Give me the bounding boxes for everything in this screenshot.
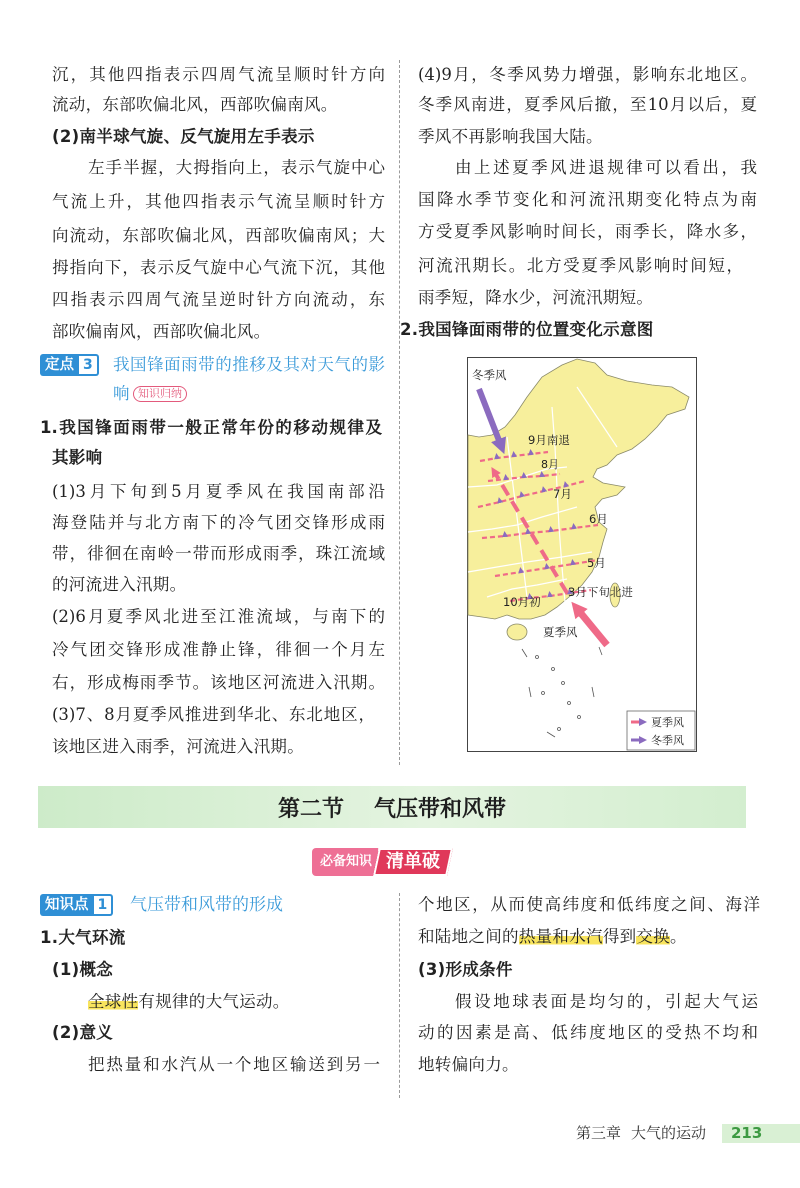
map-legend xyxy=(627,711,695,750)
knowledge-point-number: 1 xyxy=(94,894,114,916)
meaning-line3 xyxy=(418,925,687,949)
paragraph-line: 河流汛期长。北方受夏季风影响时间短， xyxy=(418,256,743,275)
highlight-heat-moisture: 热量和水汽 xyxy=(518,927,603,946)
column-divider-top xyxy=(399,60,400,765)
text-segment: 得到 xyxy=(602,927,637,946)
paragraph-line: 的河流进入汛期。 xyxy=(52,575,187,594)
highlight-global: 全球性 xyxy=(88,992,139,1011)
topic-badge-number: 3 xyxy=(79,354,99,376)
essentials-badge-right-text: 清单破 xyxy=(386,851,441,872)
map-label-late-mar-advance: 3月下旬北进 xyxy=(568,585,633,599)
essentials-badge xyxy=(312,848,450,876)
essentials-badge-left: 必备知识 xyxy=(312,848,378,876)
concept-heading: (1)概念 xyxy=(52,960,114,979)
paragraph-line: (1)3月下旬到5月夏季风在我国南部沿 xyxy=(52,482,385,501)
meaning-heading: (2)意义 xyxy=(52,1023,114,1042)
highlight-exchange: 交换 xyxy=(636,927,671,946)
text-segment: 。 xyxy=(670,927,687,946)
map-label-winter-monsoon: 冬季风 xyxy=(472,368,507,382)
map-label-oct-early: 10月初 xyxy=(503,595,541,609)
subheading-southern-hemisphere: (2)南半球气旋、反气旋用左手表示 xyxy=(52,127,315,146)
essentials-badge-right xyxy=(373,848,453,876)
paragraph-line: 沉，其他四指表示四周气流呈顺时针方向 xyxy=(52,65,385,84)
map-label-summer-monsoon: 夏季风 xyxy=(543,625,578,639)
paragraph-line: 把热量和水汽从一个地区输送到另一 xyxy=(88,1055,380,1074)
paragraph-line: 左手半握，大拇指向上，表示气旋中心 xyxy=(88,158,385,177)
knowledge-point-label: 知识点 xyxy=(40,894,94,916)
paragraph-line: 右，形成梅雨季节。该地区河流进入汛期。 xyxy=(52,673,385,692)
concept-rest: 有规律的大气运动。 xyxy=(138,992,290,1011)
footer-chapter: 第三章 xyxy=(576,1124,622,1142)
paragraph-line: 气流上升，其他四指表示气流呈顺时针方 xyxy=(52,192,385,211)
map-label-may: 5月 xyxy=(587,556,606,570)
paragraph-line: 冬季风南进，夏季风后撤，至10月以后，夏 xyxy=(418,95,757,114)
paragraph-line: 海登陆并与北方南下的冷气团交锋形成雨 xyxy=(52,513,385,532)
text-segment: 和陆地之间的 xyxy=(418,927,519,946)
map-hainan-island xyxy=(507,624,527,640)
column-divider-bottom xyxy=(399,893,400,1098)
paragraph-line: 向流动，东部吹偏北风，西部吹偏南风；大 xyxy=(52,226,385,245)
rain-belt-heading-line1: 1.我国锋面雨带一般正常年份的移动规律及 xyxy=(40,418,382,437)
topic-badge xyxy=(40,354,99,376)
paragraph-line: 带，徘徊在南岭一带而形成雨季，珠江流域 xyxy=(52,544,385,563)
paragraph-line: 流动，东部吹偏北风，西部吹偏南风。 xyxy=(52,95,338,114)
map-label-jun: 6月 xyxy=(589,512,608,526)
conditions-heading: (3)形成条件 xyxy=(418,960,513,979)
section-number: 第二节 xyxy=(277,796,344,822)
paragraph-line: (2)6月夏季风北进至江淮流域，与南下的 xyxy=(52,607,385,626)
paragraph-line: 地转偏向力。 xyxy=(418,1055,519,1074)
topic-badge-label: 定点 xyxy=(40,354,79,376)
rain-belt-heading-line2: 其影响 xyxy=(52,448,103,467)
circulation-heading: 1.大气环流 xyxy=(40,928,126,947)
paragraph-line: 由上述夏季风进退规律可以看出，我 xyxy=(455,158,757,177)
paragraph-line: 动的因素是高、低纬度地区的受热不均和 xyxy=(418,1023,758,1042)
knowledge-point-title: 气压带和风带的形成 xyxy=(130,895,283,915)
paragraph-line: (3)7、8月夏季风推进到华北、东北地区， xyxy=(52,705,375,724)
topic-title-line1: 我国锋面雨带的推移及其对天气的影 xyxy=(113,355,385,374)
paragraph-line: 四指表示四周气流呈逆时针方向流动，东 xyxy=(52,290,385,309)
paragraph-line: 拇指向下，表示反气旋中心气流下沉，其他 xyxy=(52,258,385,277)
map-label-sep-retreat: 9月南退 xyxy=(528,433,570,447)
map-label-aug: 8月 xyxy=(541,458,559,471)
paragraph-line: 个地区，从而使高纬度和低纬度之间、海洋 xyxy=(418,895,760,914)
paragraph-line: 雨季短，降水少，河流汛期短。 xyxy=(418,288,654,307)
topic-title-line2: 响 xyxy=(113,384,130,403)
section-title: 气压带和风带 xyxy=(374,796,507,822)
paragraph-line: 冷气团交锋形成准静止锋，徘徊一个月左 xyxy=(52,640,385,659)
paragraph-line: 方受夏季风影响时间长，雨季长，降水多， xyxy=(418,222,757,241)
knowledge-summary-tag: 知识归纳 xyxy=(133,386,187,402)
legend-winter-label: 冬季风 xyxy=(651,734,684,747)
concept-line xyxy=(88,990,290,1014)
section-banner xyxy=(38,786,746,828)
paragraph-line: 该地区进入雨季，河流进入汛期。 xyxy=(52,737,304,756)
rain-belt-map xyxy=(467,357,697,752)
map-label-jul: 7月 xyxy=(553,487,572,501)
paragraph-line: 国降水季节变化和河流汛期变化特点为南 xyxy=(418,190,757,209)
page-number: 213 xyxy=(731,1124,763,1142)
paragraph-line: (4)9月，冬季风势力增强，影响东北地区。 xyxy=(418,65,757,84)
footer-chapter-title: 大气的运动 xyxy=(631,1124,707,1142)
paragraph-line: 假设地球表面是均匀的，引起大气运 xyxy=(455,992,758,1011)
legend-summer-label: 夏季风 xyxy=(651,716,684,729)
figure-heading: 2.我国锋面雨带的位置变化示意图 xyxy=(400,320,654,339)
knowledge-point-badge xyxy=(40,894,113,916)
paragraph-line: 部吹偏南风，西部吹偏北风。 xyxy=(52,322,271,341)
paragraph-line: 季风不再影响我国大陆。 xyxy=(418,127,603,146)
